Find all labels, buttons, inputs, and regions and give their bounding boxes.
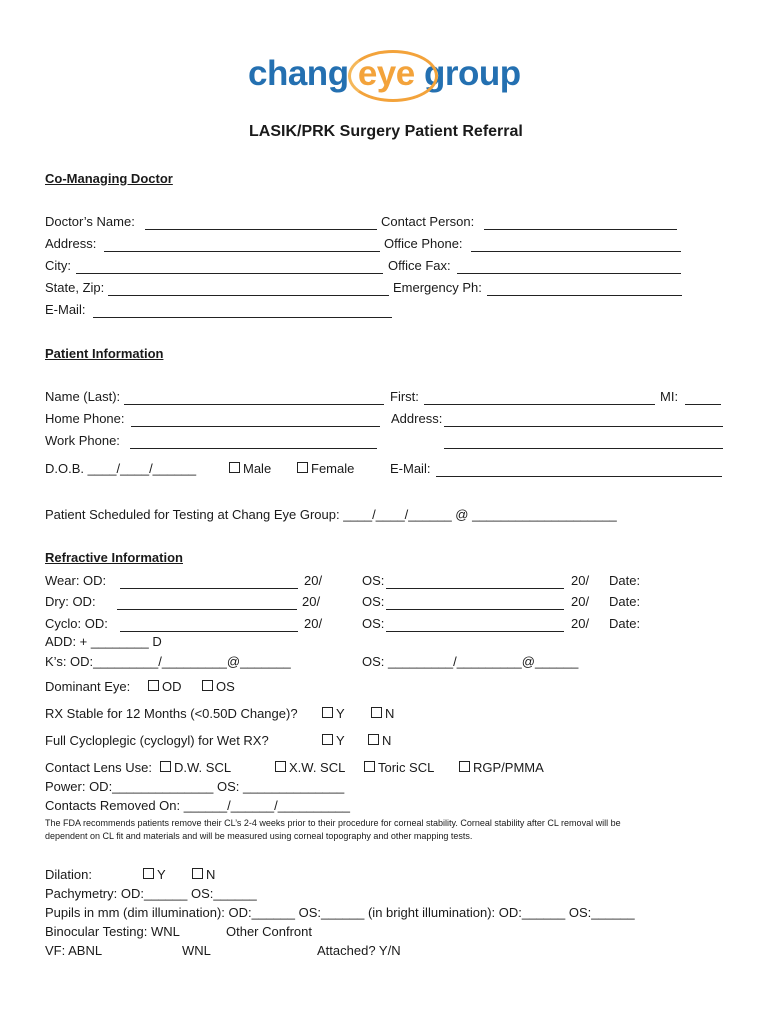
office-phone-field[interactable]	[471, 251, 681, 252]
cyclo-os-field[interactable]	[386, 631, 564, 632]
binocular-testing: Binocular Testing: WNL	[45, 924, 180, 939]
full-cyclo-label: Full Cycloplegic (cyclogyl) for Wet RX?	[45, 733, 269, 748]
work-phone-field[interactable]	[130, 448, 377, 449]
email-field[interactable]	[93, 317, 392, 318]
section-header-patient: Patient Information	[45, 346, 164, 361]
contacts-removed-field[interactable]: Contacts Removed On: ______/______/__________	[45, 798, 351, 813]
name-last-label: Name (Last):	[45, 389, 121, 404]
cyclo-20-label: 20/	[304, 616, 323, 631]
wear-od-label: Wear: OD:	[45, 573, 107, 588]
logo-chang: chang	[248, 54, 349, 93]
pupils-field[interactable]: Pupils in mm (dim illumination): OD:______ OS:______ (in bright illumination): OD:______ OS:______	[45, 905, 635, 920]
home-phone-field[interactable]	[131, 426, 380, 427]
work-phone-label: Work Phone:	[45, 433, 120, 448]
name-last-field[interactable]	[124, 404, 384, 405]
vf-wnl: WNL	[182, 943, 211, 958]
wear-os-label: OS:	[362, 573, 385, 588]
cyclo-od-field[interactable]	[120, 631, 298, 632]
rgp-checkbox[interactable]	[459, 761, 470, 772]
dry-os-label: OS:	[362, 594, 385, 609]
toric-scl-label: Toric SCL	[378, 760, 435, 775]
mi-label: MI:	[660, 389, 679, 404]
dilation-y-checkbox[interactable]	[143, 868, 154, 879]
city-label: City:	[45, 258, 71, 273]
other-confront: Other Confront	[226, 924, 312, 939]
patient-address-field[interactable]	[444, 426, 723, 427]
dry-os-field[interactable]	[386, 609, 564, 610]
add-field[interactable]: ADD: + ________ D	[45, 634, 162, 649]
contact-person-field[interactable]	[484, 229, 677, 230]
male-option[interactable]	[229, 461, 271, 477]
dominant-os-option[interactable]	[202, 679, 235, 695]
rgp-label: RGP/PMMA	[473, 760, 544, 775]
cyclo-os-label: OS:	[362, 616, 385, 631]
rgp-option[interactable]	[459, 760, 544, 776]
dilation-n-option[interactable]	[192, 867, 215, 883]
dilation-n-checkbox[interactable]	[192, 868, 203, 879]
rx-stable-n-label: N	[385, 706, 395, 721]
ks-os-field[interactable]: OS: _________/_________@______	[362, 654, 579, 669]
page-title: LASIK/PRK Surgery Patient Referral	[249, 123, 523, 140]
dilation-y-label: Y	[157, 867, 166, 882]
patient-address-label: Address:	[391, 411, 443, 426]
section-header-co-managing: Co-Managing Doctor	[45, 171, 173, 186]
dry-od-label: Dry: OD:	[45, 594, 96, 609]
dw-scl-label: D.W. SCL	[174, 760, 232, 775]
full-cyclo-n-checkbox[interactable]	[368, 734, 379, 745]
state-zip-label: State, Zip:	[45, 280, 105, 295]
doctors-name-label: Doctor’s Name:	[45, 214, 135, 229]
dry-20-label: 20/	[302, 594, 321, 609]
xw-scl-label: X.W. SCL	[289, 760, 346, 775]
cyclo-os-20-label: 20/	[571, 616, 590, 631]
state-zip-field[interactable]	[108, 295, 389, 296]
wear-os-field[interactable]	[386, 588, 564, 589]
home-phone-label: Home Phone:	[45, 411, 125, 426]
full-cyclo-y-option[interactable]	[322, 733, 345, 749]
dilation-n-label: N	[206, 867, 216, 882]
dilation-label: Dilation:	[45, 867, 92, 882]
logo-group: group	[423, 54, 521, 93]
dominant-od-label: OD	[162, 679, 182, 694]
address-field[interactable]	[104, 251, 380, 252]
male-checkbox[interactable]	[229, 462, 240, 473]
rx-stable-n-checkbox[interactable]	[371, 707, 382, 718]
xw-scl-option[interactable]	[275, 760, 345, 776]
cyclo-od-label: Cyclo: OD:	[45, 616, 108, 631]
vf-abnl: VF: ABNL	[45, 943, 103, 958]
email-label: E-Mail:	[45, 302, 86, 317]
full-cyclo-n-option[interactable]	[368, 733, 391, 749]
toric-scl-option[interactable]	[364, 760, 434, 776]
full-cyclo-n-label: N	[382, 733, 392, 748]
rx-stable-y-option[interactable]	[322, 706, 345, 722]
dw-scl-option[interactable]	[160, 760, 231, 776]
dry-os-20-label: 20/	[571, 594, 590, 609]
full-cyclo-y-checkbox[interactable]	[322, 734, 333, 745]
cyclo-date-label: Date:	[609, 616, 641, 631]
wear-20-label: 20/	[304, 573, 323, 588]
emergency-ph-field[interactable]	[487, 295, 682, 296]
first-label: First:	[390, 389, 419, 404]
toric-scl-checkbox[interactable]	[364, 761, 375, 772]
mi-field[interactable]	[685, 404, 721, 405]
rx-stable-y-label: Y	[336, 706, 345, 721]
attached-yn: Attached? Y/N	[317, 943, 401, 958]
doctors-name-field[interactable]	[145, 229, 377, 230]
patient-email-label: E-Mail:	[390, 461, 431, 476]
office-fax-label: Office Fax:	[388, 258, 451, 273]
rx-stable-n-option[interactable]	[371, 706, 394, 722]
scheduled-testing[interactable]: Patient Scheduled for Testing at Chang Eye Group: ____/____/______ @ ____________________	[45, 507, 617, 522]
address-label: Address:	[45, 236, 97, 251]
first-name-field[interactable]	[424, 404, 655, 405]
pachymetry-field[interactable]: Pachymetry: OD:______ OS:______	[45, 886, 257, 901]
contact-person-label: Contact Person:	[381, 214, 475, 229]
contact-lens-use-label: Contact Lens Use:	[45, 760, 152, 775]
dominant-od-option[interactable]	[148, 679, 182, 695]
dominant-os-label: OS	[216, 679, 235, 694]
chang-eye-group-logo	[248, 54, 521, 94]
wear-od-field[interactable]	[120, 588, 298, 589]
ks-od-field[interactable]: K’s: OD:_________/_________@_______	[45, 654, 291, 669]
xw-scl-checkbox[interactable]	[275, 761, 286, 772]
dilation-y-option[interactable]	[143, 867, 166, 883]
office-fax-field[interactable]	[457, 273, 681, 274]
section-header-refractive: Refractive Information	[45, 550, 183, 565]
dominant-os-checkbox[interactable]	[202, 680, 213, 691]
emergency-ph-label: Emergency Ph:	[393, 280, 482, 295]
female-checkbox[interactable]	[297, 462, 308, 473]
fda-note-line-2: dependent on CL fit and materials and will be measured using corneal topography and other mapping tests.	[45, 831, 473, 841]
office-phone-label: Office Phone:	[384, 236, 463, 251]
fda-note-line-1: The FDA recommends patients remove their CL’s 2-4 weeks prior to their procedure for corneal stability. Corneal stability after CL removal will be	[45, 818, 621, 828]
female-option[interactable]	[297, 461, 354, 477]
dw-scl-checkbox[interactable]	[160, 761, 171, 772]
dob-field[interactable]: D.O.B. ____/____/______	[45, 461, 197, 476]
dry-date-label: Date:	[609, 594, 641, 609]
male-label: Male	[243, 461, 272, 476]
patient-email-field[interactable]	[436, 476, 722, 477]
patient-address-line-2[interactable]	[444, 448, 723, 449]
dominant-od-checkbox[interactable]	[148, 680, 159, 691]
dry-od-field[interactable]	[117, 609, 297, 610]
wear-date-label: Date:	[609, 573, 641, 588]
logo-eye: eye	[358, 54, 415, 94]
female-label: Female	[311, 461, 355, 476]
power-field[interactable]: Power: OD:______________ OS: ______________	[45, 779, 345, 794]
wear-os-20-label: 20/	[571, 573, 590, 588]
rx-stable-y-checkbox[interactable]	[322, 707, 333, 718]
rx-stable-label: RX Stable for 12 Months (<0.50D Change)?	[45, 706, 298, 721]
city-field[interactable]	[76, 273, 383, 274]
full-cyclo-y-label: Y	[336, 733, 345, 748]
dominant-eye-label: Dominant Eye:	[45, 679, 131, 694]
